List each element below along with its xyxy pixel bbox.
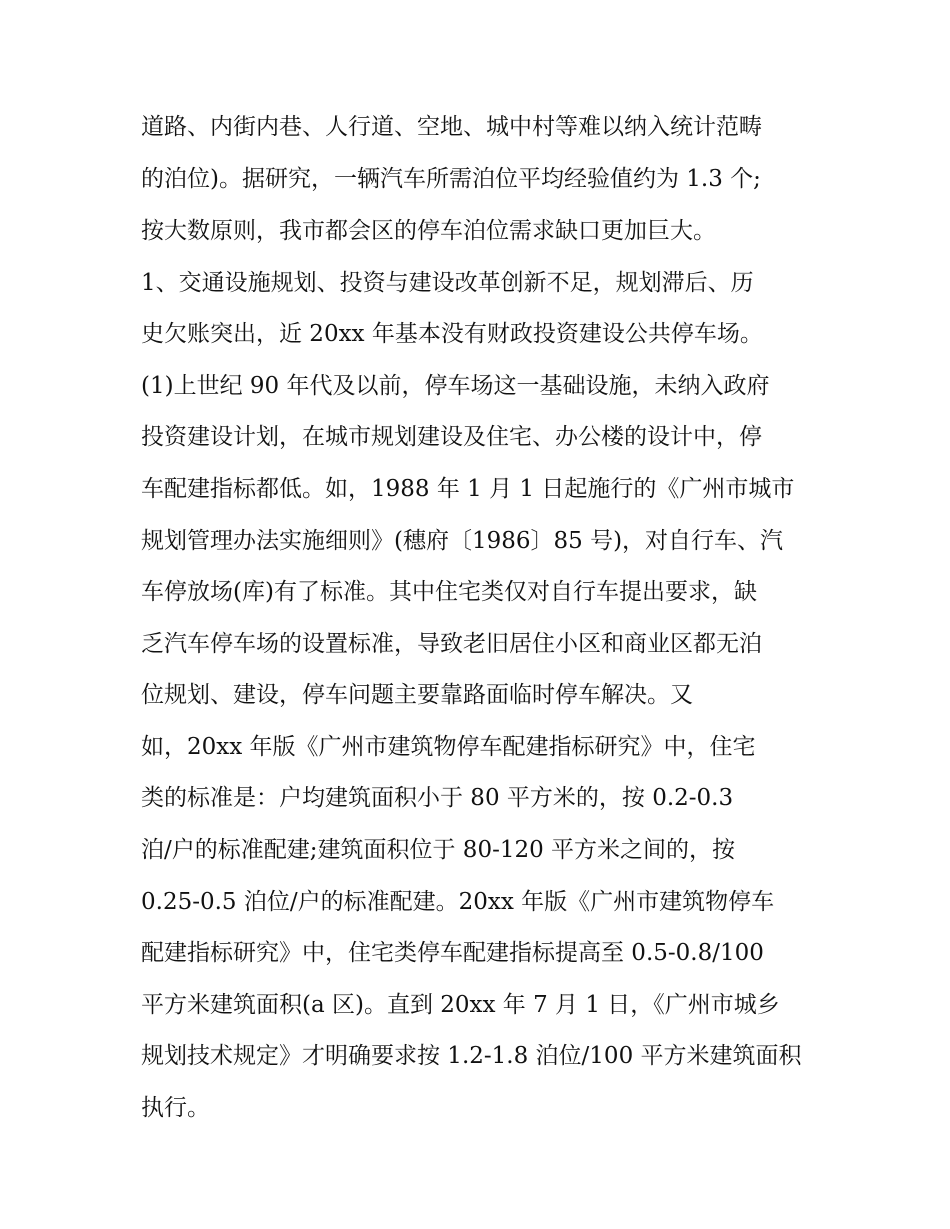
body-text-line-1: 道路、内街内巷、人行道、空地、城中村等难以纳入统计范畴 [141,114,762,140]
body-text-line-13: 如，20xx 年版《广州市建筑物停车配建指标研究》中，住宅 [141,734,756,760]
body-text-line-5: 史欠账突出，近 20xx 年基本没有财政投资建设公共停车场。 [141,321,763,347]
body-text-line-6: (1)上世纪 90 年代及以前，停车场这一基础设施，未纳入政府 [141,373,770,399]
body-text-line-2: 的泊位)。据研究，一辆汽车所需泊位平均经验值约为 1.3 个; [141,166,761,192]
body-text-line-10: 车停放场(库)有了标准。其中住宅类仅对自行车提出要求，缺 [141,579,757,605]
body-text-line-16: 0.25-0.5 泊位/户的标准配建。20xx 年版《广州市建筑物停车 [141,889,775,915]
body-text-line-7: 投资建设计划，在城市规划建设及住宅、办公楼的设计中，停 [141,424,762,450]
body-text-line-8: 车配建指标都低。如，1988 年 1 月 1 日起施行的《广州市城市 [141,476,795,502]
body-text-line-18: 平方米建筑面积(a 区)。直到 20xx 年 7 月 1 日，《广州市城乡 [141,992,780,1018]
body-text-line-17: 配建指标研究》中，住宅类停车配建指标提高至 0.5-0.8/100 [141,940,764,966]
body-text-line-19: 规划技术规定》才明确要求按 1.2-1.8 泊位/100 平方米建筑面积 [141,1043,802,1069]
body-text-line-20: 执行。 [141,1095,210,1121]
body-text-line-12: 位规划、建设，停车问题主要靠路面临时停车解决。又 [141,682,693,708]
body-text-line-11: 乏汽车停车场的设置标准，导致老旧居住小区和商业区都无泊 [141,631,762,657]
body-text-line-14: 类的标准是：户均建筑面积小于 80 平方米的，按 0.2-0.3 [141,785,734,811]
body-text-line-3: 按大数原则，我市都会区的停车泊位需求缺口更加巨大。 [141,218,716,244]
body-text-line-9: 规划管理办法实施细则》(穗府〔1986〕85 号)，对自行车、汽 [141,528,784,554]
body-text-line-4: 1、交通设施规划、投资与建设改革创新不足，规划滞后、历 [141,270,754,296]
body-text-line-15: 泊/户的标准配建;建筑面积位于 80-120 平方米之间的，按 [141,837,736,863]
